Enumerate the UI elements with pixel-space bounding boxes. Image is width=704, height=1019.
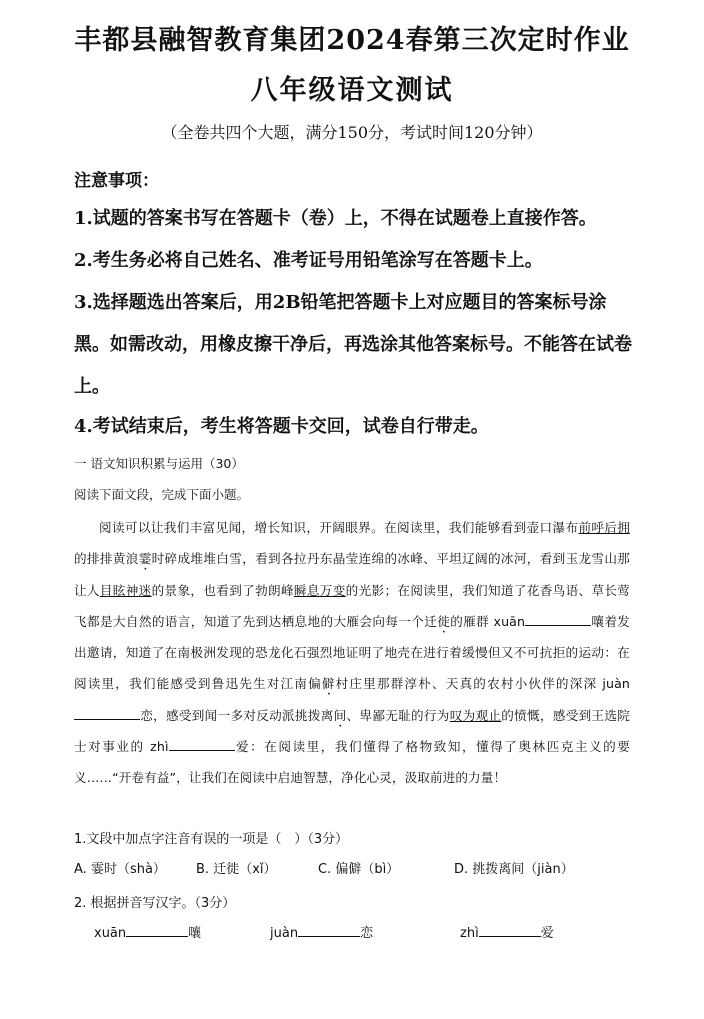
dotted-char: 霎 xyxy=(138,551,152,567)
fill-item-2 xyxy=(270,922,373,941)
pinyin: juàn xyxy=(270,926,299,941)
pinyin: xuān xyxy=(94,926,127,941)
option-letter: D. xyxy=(454,862,469,877)
option-text: 挑拨离间（jiàn） xyxy=(472,862,574,877)
question-2-stem: 2. 根据拼音写汉字。（3分） xyxy=(74,896,236,911)
dotted-char: 间 xyxy=(333,707,347,723)
notice-item-1: 1.试题的答案书写在答题卡（卷）上，不得在试题卷上直接作答。 xyxy=(74,208,597,229)
answer-blank[interactable] xyxy=(525,613,591,626)
option-text: 偏僻（bì） xyxy=(335,862,400,877)
reading-passage xyxy=(74,512,630,794)
passage-text: 阅读可以让我们丰富见闻，增长知识，开阔眼界。在阅读里，我们能够看到壶口瀑布 xyxy=(99,520,579,535)
passage-text: 恋，感受到闻一多对反动派挑拨离 xyxy=(140,707,334,723)
pinyin: zhì xyxy=(460,926,479,941)
exam-subject-title: 八年级语文测试 xyxy=(250,75,454,106)
underlined-word: 瞬息万变 xyxy=(293,582,346,598)
notice-heading: 注意事项： xyxy=(74,171,159,191)
underlined-word: 目眩神迷 xyxy=(99,582,152,598)
passage-text: 的排排黄浪 xyxy=(74,551,139,567)
answer-blank[interactable] xyxy=(126,924,188,937)
passage-text: 嚷着发出邀请，知道了在南极洲发现的恐龙化石强烈地证明了地壳在进行着缓慢但又不可抗拒的运动：在阅读里，我们能感受到鲁迅先生对江南偏 xyxy=(74,613,630,692)
notice-item-4: 4.考试结束后，考生将答题卡交回，试卷自行带走。 xyxy=(74,416,489,437)
section-heading: 一 语文知识积累与运用（30） xyxy=(74,456,244,471)
option-a[interactable] xyxy=(74,858,166,877)
exam-title: 丰都县融智教育集团2024春第三次定时作业 xyxy=(74,25,630,56)
passage-text: 时碎成堆堆白雪，看到各拉丹东晶莹连绵的冰峰、平坦辽阔的冰河，看到玉龙雪山那让人 xyxy=(74,551,630,598)
exam-subtitle: （全卷共四个大题，满分150分，考试时间120分钟） xyxy=(161,123,543,142)
option-letter: C. xyxy=(318,862,332,877)
underlined-word: 前呼后拥 xyxy=(578,520,631,535)
option-letter: B. xyxy=(196,862,210,877)
passage-text: 的景象，也看到了勃朗峰 xyxy=(151,582,294,598)
option-letter: A. xyxy=(74,862,87,877)
suffix-char: 恋 xyxy=(360,926,374,941)
passage-text: 村庄里那群淳朴、天真的农村小伙伴的深深 juàn xyxy=(335,676,630,692)
answer-blank[interactable] xyxy=(298,924,360,937)
notice-item-2: 2.考生务必将自己姓名、准考证号用铅笔涂写在答题卡上。 xyxy=(74,250,543,271)
passage-text: 的雁群 xuān xyxy=(450,613,526,629)
option-text: 迁徙（xǐ） xyxy=(213,862,277,877)
answer-blank[interactable] xyxy=(74,707,140,720)
fill-item-3 xyxy=(460,922,554,941)
passage-text: 爱：在阅读里，我们懂得了格物致知，懂得了奥林匹克主义的要义……“开卷有益”，让我们在阅读中启迪智慧，净化心灵，汲取前进的力量！ xyxy=(74,739,630,786)
passage-text: 的光影；在阅读里，我们知道了花香鸟语、草长莺飞都是大自然的语言，知道了先到达栖息地的大雁会向每一个迁 xyxy=(74,582,631,629)
passage-text: 、卑鄙无耻的行为 xyxy=(346,707,450,723)
option-c[interactable] xyxy=(318,858,399,877)
option-d[interactable] xyxy=(454,858,574,877)
answer-blank[interactable] xyxy=(479,924,541,937)
option-b[interactable] xyxy=(196,858,277,877)
suffix-char: 嚷 xyxy=(188,926,202,941)
suffix-char: 爱 xyxy=(540,926,554,941)
passage-text: 的愤慨，感受到王选院士对事业的 zhì xyxy=(74,707,631,755)
underlined-word: 叹为观止 xyxy=(449,707,502,723)
notice-item-3: 3.选择题选出答案后，用2B铅笔把答题卡上对应题目的答案标号涂黑。如需改动，用橡皮擦干净后，再选涂其他答案标号。不能答在试卷上。 xyxy=(74,292,632,397)
reading-instruction: 阅读下面文段，完成下面小题。 xyxy=(74,487,250,502)
dotted-char: 徙 xyxy=(437,613,451,629)
option-text: 霎时（shà） xyxy=(90,862,166,877)
question-1-stem: 1.文段中加点字注音有误的一项是（ ）（3分） xyxy=(74,832,349,847)
answer-blank[interactable] xyxy=(169,738,235,751)
fill-item-1 xyxy=(94,922,201,941)
dotted-char: 僻 xyxy=(321,676,336,692)
